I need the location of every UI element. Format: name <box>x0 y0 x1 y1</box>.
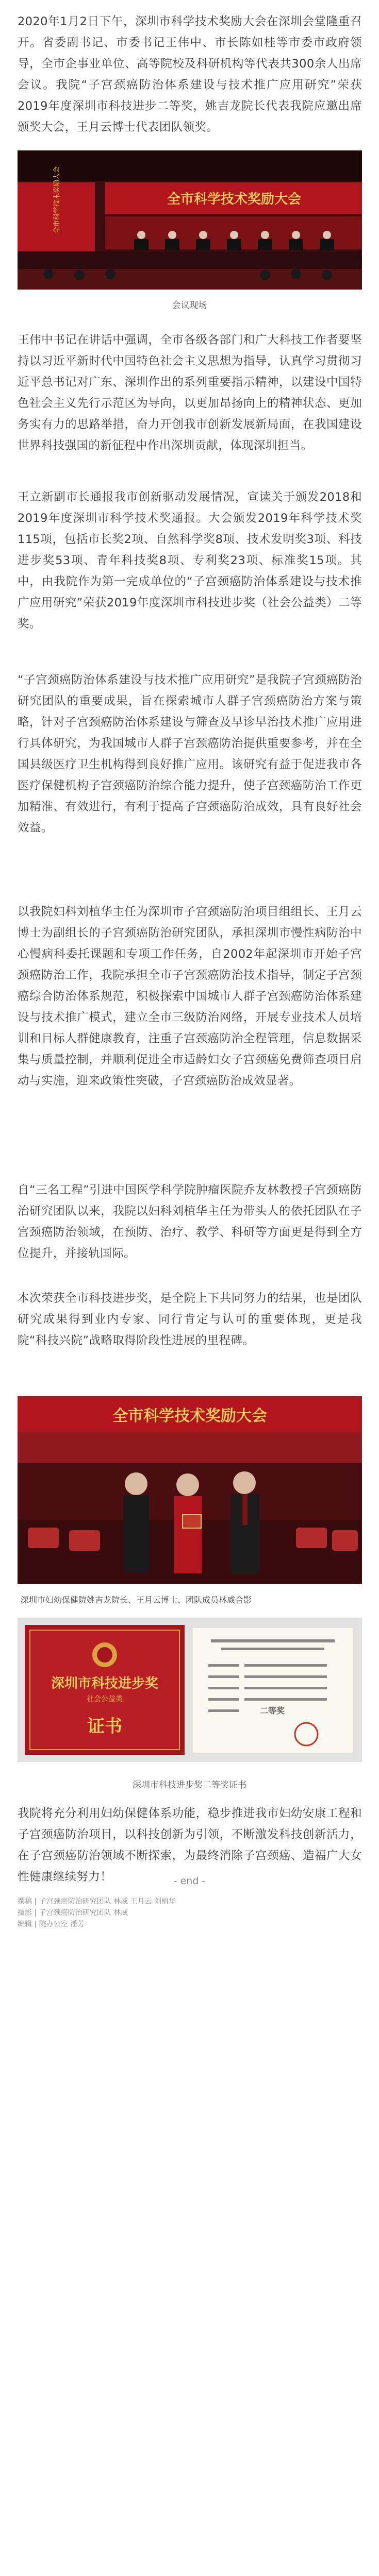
credit-writer: 撰稿 | 子宫颈癌防治研究团队 林威 王月云 刘植华 <box>18 1897 176 1906</box>
certificate-title: 深圳市科技进步奖 <box>51 1676 159 1691</box>
end-mark: - end - <box>173 1875 206 1887</box>
paragraph-team: 以我院妇科刘植华主任为深圳市子宫颈癌防治项目组组长、王月云博士为副组长的子宫颈癌防治研究团队，承担深圳市慢性病防治中心慢病科委托课题和专项工作任务，自2002年起深圳市开始子宫颈癌防治工作，我院承担全市子宫颈癌防治技术指导，制定子宫颈癌综合防治体系规范，积极探索中国城市人群子宫颈癌防治体系建设与技术推广模式，建立全市三级防治网络，开展专业技术人员培训和目标人群健康教育，注重子宫颈癌防治全程管理，信息数据采集与质量控制，并顺利促进全市适龄妇女子宫颈癌免费筛查项目启动与实施，迎来政策性突破，子宫颈癌防治成效显著。 <box>18 905 362 1088</box>
group-photo-caption: 深圳市妇幼保健院姚吉龙院长、王月云博士、团队成员林威合影 <box>21 1595 252 1605</box>
group-banner-text: 全市科学技术奖励大会 <box>112 1407 267 1425</box>
conference-photo-caption: 会议现场 <box>172 300 207 311</box>
credit-editor: 编辑 | 院办公室 潘芳 <box>18 1920 85 1928</box>
main-banner-text: 全市科学技术奖励大会 <box>167 192 302 207</box>
side-banner-text: 全市科学技术奖励大会 <box>53 166 61 234</box>
certificate-photo <box>18 1618 362 1762</box>
certificate-grade: 二等奖 <box>260 1706 285 1716</box>
paragraph-three-famous: 自“三名工程”引进中国医学科学院肿瘤医院乔友林教授子宫颈癌防治研究团队以来，我院以妇科刘植华主任为带头人的依托团队在子宫颈癌防治领域，在预防、治疗、教学、科研等方面更是得到全方位提升，并接轨国际。 <box>18 1183 362 1260</box>
paragraph-closing: 我院将充分利用妇幼保健体系功能，稳步推进我市妇幼安康工程和子宫颈癌防治项目，以科技创新为引领，不断激发科技创新活力，在子宫颈癌防治领域不断探索，为最终消除子宫颈癌、造福广大女性健康继续努力！ <box>18 1807 362 1884</box>
certificate-word: 证书 <box>87 1716 122 1737</box>
paragraph-research: “子宫颈癌防治体系建设与技术推广应用研究”是我院子宫颈癌防治研究团队的重要成果，旨在探索城市人群子宫颈癌防治方案与策略，针对子宫颈癌防治体系建设与筛查及早诊早治技术推广应用进行具体研究，为我国城市人群子宫颈癌防治提供重要参考，并在全国县级医疗卫生机构得到良好推广应用。该研究有益于促进我市各医疗保健机构子宫颈癌防治综合能力提升，使子宫颈癌防治工作更加精准、有效进行，有利于提高子宫颈癌防治成效，具有良好社会效益。 <box>18 673 362 835</box>
conference-photo <box>18 150 362 290</box>
credit-photographer: 摄影 | 子宫颈癌防治研究团队 林威 <box>18 1909 128 1917</box>
paragraph-intro: 2020年1月2日下午，深圳市科学技术奖励大会在深圳会堂隆重召开。省委副书记、市委书记王伟中、市长陈如桂等市委市政府领导，全市企事业单位、高等院校及科研机构等代表共300余人出席会议。我院“子宫颈癌防治体系建设与技术推广应用研究”荣获2019年度深圳市科技进步二等奖，姚吉龙院长代表我院应邀出席颁奖大会，王月云博士代表团队领奖。 <box>18 15 362 134</box>
paragraph-awards: 王立新副市长通报我市创新驱动发展情况，宣读关于颁发2018和2019年度深圳市科学技术奖通报。大会颁发2019年科学技术奖115项，包括市长奖2项、自然科学奖8项、技术发明奖3项、科技进步奖53项、青年科技奖8项、专利奖23项、标准奖15项。其中，由我院作为第一完成单位的“子宫颈癌防治体系建设与技术推广应用研究”荣获2019年度深圳市科技进步奖（社会公益类）二等奖。 <box>18 490 362 631</box>
certificate-caption: 深圳市科技进步奖二等奖证书 <box>133 1780 246 1790</box>
group-photo <box>18 1396 362 1584</box>
paragraph-milestone: 本次荣获全市科技进步奖，是全院上下共同努力的结果，也是团队研究成果得到业内专家、同行肯定与认可的重要体现，更是我院“科技兴院”战略取得阶段性进展的里程碑。 <box>18 1292 362 1347</box>
paragraph-speech: 王伟中书记在讲话中强调，全市各级各部门和广大科技工作者要坚持以习近平新时代中国特色社会主义思想为指导，认真学习贯彻习近平总书记对广东、深圳作出的系列重要指示精神，以建设中国特色社会主义先行示范区为导向，以更加昂扬向上的精神状态、更加务实有力的思路举措，奋力开创我市创新发展新局面，在我国建设世界科技强国的新征程中作出深圳贡献，体现深圳担当。 <box>18 333 362 452</box>
certificate-subtitle: 社会公益类 <box>87 1695 123 1703</box>
